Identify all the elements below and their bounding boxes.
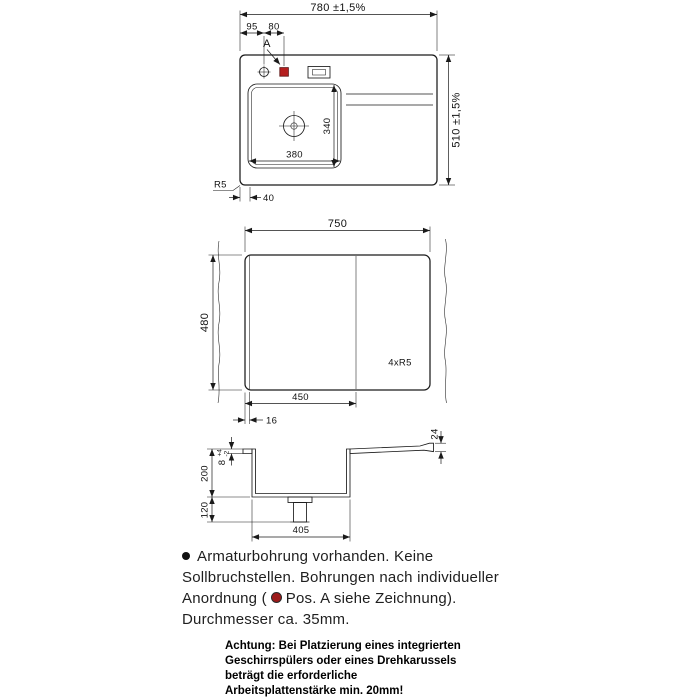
dim-edge-offset-label: 16	[266, 415, 278, 427]
dim-cutout-depth-label: 480	[199, 312, 211, 333]
top-view	[213, 2, 463, 204]
dim-edge-height-label: 24	[429, 428, 441, 440]
drain-flange	[288, 497, 312, 503]
pos-a-label: A	[263, 38, 271, 50]
pos-a-dot-icon	[271, 592, 282, 603]
pos-a-hole-marker	[280, 68, 289, 77]
warning-line-2: Geschirrspülers oder eines Drehkarussels	[225, 655, 457, 667]
radius-callout	[213, 180, 240, 191]
dim-cutout-depth	[199, 255, 242, 390]
pos-a-callout	[263, 38, 280, 65]
notes-text-4: Durchmesser ca. 35mm.	[182, 611, 350, 628]
break-line-right	[445, 239, 447, 403]
dim-bowl-outer-width-label: 405	[292, 525, 310, 536]
notes-text-1: Armaturbohrung vorhanden. Keine	[197, 548, 434, 565]
notes-block	[182, 546, 499, 630]
section-rim-left	[243, 449, 252, 454]
cutout-outline	[245, 255, 430, 390]
break-line-left	[218, 241, 220, 403]
dim-cutout-width	[245, 218, 430, 252]
bullet-icon	[182, 552, 190, 560]
dim-bowl-width-380	[249, 150, 340, 162]
dim-bowl-zone-label: 450	[292, 392, 309, 403]
dim-overall-depth	[439, 55, 463, 185]
dim-bowl-depth-340	[322, 85, 334, 167]
notes-text-3a: Anordnung (	[182, 590, 267, 607]
dim-bowl-width-label: 380	[286, 149, 303, 161]
dim-rim-height	[207, 437, 243, 466]
accessory-hole-outer	[308, 67, 330, 79]
dim-overall-width-label: 780 ±1,5%	[310, 2, 366, 14]
notes-line	[182, 567, 499, 588]
notes-text-3b: Pos. A siehe Zeichnung).	[285, 590, 457, 607]
dim-bowl-depth-label: 340	[322, 117, 333, 135]
dim-bowl-outer-width	[252, 500, 350, 542]
warning-block	[225, 639, 461, 699]
dim-hole-offset-2-label: 80	[268, 21, 280, 33]
accessory-hole-inner	[313, 70, 326, 76]
drain-stub	[294, 503, 307, 523]
tolerance-plus-label: +4	[216, 449, 224, 457]
warning-line-4: Arbeitsplattenstärke min. 20mm!	[225, 685, 404, 697]
dim-edge-to-bowl-label: 40	[263, 193, 275, 204]
dim-bowl-zone	[245, 392, 356, 408]
dim-drain-clearance-label: 120	[199, 501, 211, 519]
section-bowl-walls	[252, 449, 350, 497]
dim-edge-to-bowl	[229, 187, 274, 204]
notes-line	[182, 546, 499, 567]
notes-line	[182, 609, 499, 630]
notes-text-2: Sollbruchstellen. Bohrungen nach individueller	[182, 569, 499, 586]
dim-hole-offsets	[240, 22, 284, 67]
dim-hole-offset-1-label: 95	[246, 21, 258, 33]
dim-edge-offset	[233, 392, 277, 427]
dim-rim-height-label: 8	[217, 459, 228, 466]
dim-edge-height	[430, 428, 447, 464]
section-drainboard	[350, 443, 434, 453]
dim-bowl-depth-section-label: 200	[199, 465, 211, 482]
section-view	[200, 428, 447, 541]
warning-line-3: beträgt die erforderliche	[225, 670, 358, 682]
leader-line	[267, 50, 280, 65]
dim-overall-depth-label: 510 ±1,5%	[450, 92, 463, 148]
radius-label: R5	[214, 179, 227, 191]
warning-line-1: Achtung: Bei Platzierung eines integrierten	[225, 640, 461, 652]
cutout-view	[199, 218, 447, 427]
dim-drain-clearance	[200, 497, 292, 522]
notes-line	[182, 588, 499, 609]
corner-radius-label: 4xR5	[388, 357, 412, 369]
tolerance-minus-label: -2	[223, 450, 231, 457]
dim-cutout-width-label: 750	[327, 218, 348, 230]
